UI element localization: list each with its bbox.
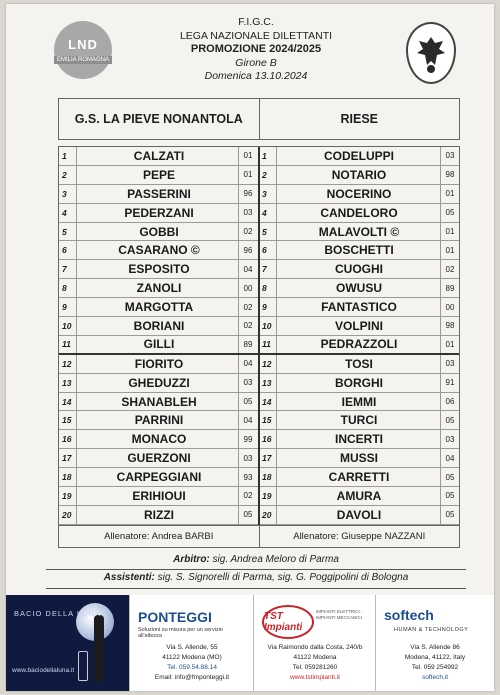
player-name: BORIANI — [133, 318, 185, 333]
player-birth-year: 98 — [440, 317, 459, 335]
player-number: 2 — [259, 166, 277, 184]
home-player-row — [59, 468, 259, 487]
player-number: 8 — [259, 279, 277, 297]
away-player-row — [259, 317, 459, 336]
column-divider — [258, 147, 260, 525]
home-team-name: G.S. LA PIEVE NONANTOLA — [59, 99, 260, 139]
player-birth-year: 05 — [440, 506, 459, 524]
away-player-row — [259, 260, 459, 279]
away-player-row — [259, 430, 459, 449]
player-name: CALZATI — [133, 148, 185, 163]
player-number: 10 — [59, 317, 77, 335]
ponteggi-address: Via S. Allende, 55 — [166, 644, 218, 651]
player-birth-year: 03 — [440, 147, 459, 165]
player-name: ESPOSITO — [128, 262, 190, 277]
sponsor-ponteggi[interactable] — [130, 595, 254, 691]
player-number: 15 — [259, 411, 277, 429]
player-number: 14 — [59, 393, 77, 411]
away-player-row — [259, 336, 459, 355]
player-number: 2 — [59, 166, 77, 184]
player-number: 20 — [59, 506, 77, 524]
coaches-row — [59, 525, 459, 547]
lineup-table — [58, 146, 460, 548]
ponteggi-logo: PONTEGGI — [138, 609, 212, 625]
player-birth-year: 03 — [440, 430, 459, 448]
player-name: INCERTI — [335, 432, 383, 447]
team-names-row — [58, 98, 460, 140]
player-number: 16 — [259, 430, 277, 448]
home-player-row — [59, 317, 259, 336]
home-player-row — [59, 355, 259, 374]
referee-line — [46, 551, 466, 569]
home-player-row — [59, 204, 259, 223]
player-birth-year: 04 — [238, 411, 257, 429]
softech-tagline: HUMAN & TECHNOLOGY — [394, 627, 469, 633]
player-birth-year: 05 — [440, 468, 459, 486]
player-birth-year: 89 — [440, 279, 459, 297]
player-birth-year: 99 — [238, 430, 257, 448]
player-number: 3 — [259, 185, 277, 203]
softech-contacts — [376, 643, 494, 683]
player-number: 4 — [259, 204, 277, 222]
player-number: 10 — [259, 317, 277, 335]
home-player-row — [59, 260, 259, 279]
player-name: PARRINI — [134, 413, 184, 428]
player-name: CARPEGGIANI — [116, 470, 202, 485]
player-birth-year: 02 — [238, 223, 257, 241]
player-name: MONACO — [131, 432, 187, 447]
home-player-row — [59, 166, 259, 185]
match-date: Domenica 13.10.2024 — [204, 70, 308, 82]
tst-description: IMPIANTI ELETTRICI - IMPIANTI MECCANICI — [316, 609, 363, 620]
player-number: 12 — [259, 355, 277, 373]
player-number: 15 — [59, 411, 77, 429]
player-number: 16 — [59, 430, 77, 448]
player-name: GILLI — [143, 337, 175, 352]
player-number: 8 — [59, 279, 77, 297]
player-birth-year: 98 — [440, 166, 459, 184]
home-player-row — [59, 506, 259, 525]
away-coach: Allenatore: Giuseppe NAZZANI — [293, 531, 426, 542]
home-player-row — [59, 393, 259, 412]
home-player-row — [59, 185, 259, 204]
competition: PROMOZIONE 2024/2025 — [190, 43, 322, 55]
player-number: 18 — [259, 468, 277, 486]
home-player-row — [59, 487, 259, 506]
player-birth-year: 01 — [440, 241, 459, 259]
glass-icon — [78, 651, 88, 681]
player-birth-year: 03 — [238, 204, 257, 222]
away-team-name: RIESE — [340, 112, 378, 126]
player-number: 13 — [259, 374, 277, 392]
away-player-row — [259, 241, 459, 260]
header-text — [136, 16, 376, 84]
player-name: GUERZONI — [127, 451, 191, 466]
away-player-row — [259, 487, 459, 506]
home-player-row — [59, 223, 259, 242]
player-name: TOSI — [345, 356, 373, 371]
player-name: MUSSI — [339, 451, 378, 466]
player-number: 12 — [59, 355, 77, 373]
sheet-header — [6, 4, 494, 96]
player-number: 13 — [59, 374, 77, 392]
player-birth-year: 05 — [238, 506, 257, 524]
player-birth-year: 05 — [440, 411, 459, 429]
player-number: 7 — [59, 260, 77, 278]
player-name: CASARANO © — [118, 243, 200, 258]
player-birth-year: 01 — [238, 166, 257, 184]
player-name: TURCI — [340, 413, 378, 428]
player-birth-year: 01 — [440, 336, 459, 353]
player-name: BOSCHETTI — [324, 243, 394, 258]
player-name: ERIHIOUI — [132, 488, 186, 503]
player-birth-year: 89 — [238, 336, 257, 353]
away-player-row — [259, 468, 459, 487]
player-name: VOLPINI — [334, 318, 383, 333]
player-birth-year: 93 — [238, 468, 257, 486]
tst-logo: TST Impianti — [262, 605, 314, 639]
player-birth-year: 96 — [238, 241, 257, 259]
softech-tel: Tel. 059 254992 — [411, 664, 459, 671]
player-name: PEDRAZZOLI — [320, 337, 398, 352]
club-crest-logo — [406, 22, 456, 84]
player-name: MARGOTTA — [124, 300, 194, 315]
sponsor-brand: BACIO DELLA LUNA — [14, 609, 101, 618]
player-number: 6 — [59, 241, 77, 259]
away-player-row — [259, 449, 459, 468]
player-name: PASSERINI — [127, 186, 191, 201]
home-player-row — [59, 279, 259, 298]
player-name: IEMMI — [341, 394, 377, 409]
player-number: 18 — [59, 468, 77, 486]
player-name: AMURA — [336, 488, 382, 503]
player-birth-year: 04 — [238, 260, 257, 278]
player-number: 3 — [59, 185, 77, 203]
player-birth-year: 01 — [440, 223, 459, 241]
player-number: 7 — [259, 260, 277, 278]
softech-web: softech.it — [421, 674, 448, 681]
player-number: 11 — [59, 336, 77, 353]
referee-name: sig. Andrea Meloro di Parma — [212, 554, 339, 565]
tst-city: 41122 Modena — [293, 654, 337, 661]
home-player-row — [59, 430, 259, 449]
federation: F.I.G.C. — [238, 16, 274, 28]
ponteggi-city: 41122 Modena (MO) — [162, 654, 222, 661]
group: Girone B — [235, 56, 277, 69]
ponteggi-tel: Tel. 059.54.88.14 — [167, 664, 217, 671]
player-number: 11 — [259, 336, 277, 353]
home-player-row — [59, 449, 259, 468]
away-player-row — [259, 223, 459, 242]
player-number: 19 — [259, 487, 277, 505]
player-name: RIZZI — [144, 507, 174, 522]
home-player-row — [59, 374, 259, 393]
player-name: GHEDUZZI — [128, 375, 190, 390]
player-name: PEPE — [142, 167, 175, 182]
player-birth-year: 01 — [440, 185, 459, 203]
player-name: CODELUPPI — [323, 148, 394, 163]
player-number: 4 — [59, 204, 77, 222]
away-player-row — [259, 411, 459, 430]
player-number: 1 — [259, 147, 277, 165]
player-birth-year: 04 — [238, 355, 257, 373]
sponsor-bacio-della-luna[interactable] — [6, 595, 130, 691]
player-birth-year: 06 — [440, 393, 459, 411]
player-birth-year: 02 — [440, 260, 459, 278]
divider — [46, 588, 466, 589]
tst-address: Via Raimondo dalla Costa, 240/b — [267, 644, 363, 651]
player-number: 9 — [259, 298, 277, 316]
player-number: 19 — [59, 487, 77, 505]
bottle-icon — [94, 615, 104, 681]
player-birth-year: 00 — [238, 279, 257, 297]
player-name: SHANABLEH — [121, 394, 197, 409]
player-birth-year: 05 — [440, 487, 459, 505]
player-name: CARRETTI — [328, 470, 390, 485]
away-player-row — [259, 374, 459, 393]
tst-tel: Tel. 059281260 — [292, 664, 338, 671]
ponteggi-email: Email: info@fmponteggi.it — [154, 674, 230, 681]
player-name: GOBBI — [139, 224, 179, 239]
player-birth-year: 02 — [238, 298, 257, 316]
softech-address: Via S. Allende 86 — [410, 644, 460, 651]
away-player-row — [259, 298, 459, 317]
player-name: BORGHI — [335, 375, 383, 390]
referee-label: Arbitro: — [173, 554, 210, 565]
tst-contacts — [254, 643, 376, 683]
player-name: MALAVOLTI © — [318, 224, 400, 239]
player-birth-year: 04 — [440, 449, 459, 467]
player-birth-year: 03 — [238, 449, 257, 467]
tst-web: www.tstimpianti.it — [290, 674, 340, 681]
player-number: 1 — [59, 147, 77, 165]
eagle-icon — [411, 29, 451, 77]
assistants-line — [46, 569, 466, 587]
player-name: NOCERINO — [326, 186, 392, 201]
softech-logo: softech — [384, 607, 434, 623]
home-player-row — [59, 298, 259, 317]
player-name: NOTARIO — [331, 167, 387, 182]
lineup-sheet — [6, 4, 494, 691]
player-birth-year: 05 — [238, 393, 257, 411]
player-birth-year: 91 — [440, 374, 459, 392]
player-birth-year: 03 — [238, 374, 257, 392]
player-birth-year: 01 — [238, 147, 257, 165]
home-player-row — [59, 241, 259, 260]
away-player-row — [259, 185, 459, 204]
lnd-logo-sub: EMILIA ROMAGNA — [54, 56, 112, 64]
sponsor-softech[interactable] — [376, 595, 494, 691]
softech-city: Modena, 41122, Italy — [404, 654, 466, 661]
league-name: LEGA NAZIONALE DILETTANTI — [179, 29, 333, 42]
player-name: OWUSU — [336, 281, 382, 296]
ponteggi-contacts — [130, 643, 254, 683]
player-birth-year: 02 — [238, 317, 257, 335]
divider — [46, 569, 466, 570]
player-name: PEDERZANI — [124, 205, 194, 220]
player-birth-year: 00 — [440, 298, 459, 316]
player-name: FANTASTICO — [321, 300, 397, 315]
player-birth-year: 03 — [440, 355, 459, 373]
away-player-row — [259, 204, 459, 223]
away-player-row — [259, 393, 459, 412]
home-player-row — [59, 411, 259, 430]
player-number: 6 — [259, 241, 277, 259]
home-player-row — [59, 147, 259, 166]
player-birth-year: 02 — [238, 487, 257, 505]
player-name: FIORITO — [134, 356, 184, 371]
assistants-names: sig. S. Signorelli di Parma, sig. G. Poggipolini di Bologna — [157, 572, 409, 583]
player-name: DAVOLI — [336, 507, 382, 522]
player-name: CANDELORO — [320, 205, 398, 220]
player-number: 17 — [259, 449, 277, 467]
ponteggi-tagline: Soluzioni su misura per un servizio all'altezza — [138, 627, 223, 639]
away-player-row — [259, 355, 459, 374]
player-birth-year: 96 — [238, 185, 257, 203]
home-player-row — [59, 336, 259, 355]
away-player-row — [259, 166, 459, 185]
player-name: ZANOLI — [136, 281, 182, 296]
player-number: 20 — [259, 506, 277, 524]
sponsor-tst-impianti[interactable] — [254, 595, 376, 691]
player-number: 9 — [59, 298, 77, 316]
player-number: 17 — [59, 449, 77, 467]
lnd-logo — [54, 21, 112, 79]
away-player-row — [259, 147, 459, 166]
away-player-row — [259, 279, 459, 298]
assistants-label: Assistenti: — [103, 572, 155, 583]
away-player-row — [259, 506, 459, 525]
player-birth-year: 05 — [440, 204, 459, 222]
player-number: 14 — [259, 393, 277, 411]
lnd-logo-text: LND — [68, 36, 98, 52]
sponsor-web: www.baciodellaluna.it — [12, 667, 75, 674]
player-number: 5 — [59, 223, 77, 241]
home-coach: Allenatore: Andrea BARBI — [59, 526, 260, 547]
away-lineup — [259, 147, 459, 525]
player-number: 5 — [259, 223, 277, 241]
sponsor-banner — [6, 595, 494, 691]
player-name: CUOGHI — [335, 262, 383, 277]
home-lineup — [59, 147, 259, 525]
